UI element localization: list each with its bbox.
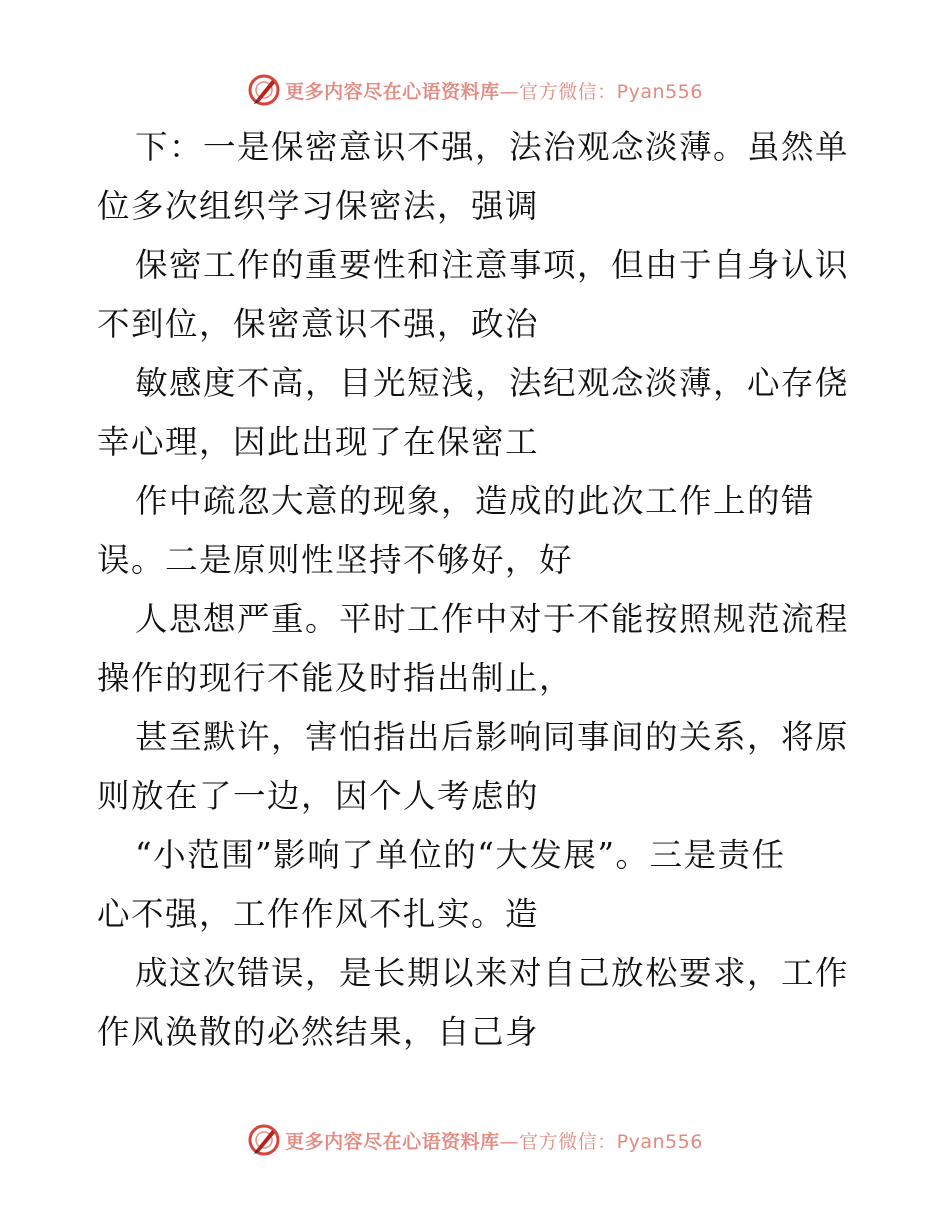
body-line: 操作的现行不能及时指出制止， [97,659,574,697]
banner-site-text: 更多内容尽在心语资料库 [285,1130,500,1153]
body-line: 人思想严重。平时工作中对于不能按照规范流程 [135,600,850,638]
header-watermark-banner [0,70,950,110]
banner-site-text: 更多内容尽在心语资料库 [285,80,500,103]
document-body [97,118,857,1062]
pen-logo-icon [247,73,281,107]
banner-wechat-text: 官方微信：Pyan556 [519,80,703,103]
body-line: 保密工作的重要性和注意事项，但由于自身认识 [135,246,850,284]
body-line: 作风涣散的必然结果，自己身 [97,1013,540,1051]
banner-wechat-text: 官方微信：Pyan556 [519,1130,703,1153]
body-line: 成这次错误，是长期以来对自己放松要求，工作 [135,954,850,992]
footer-watermark-banner [0,1120,950,1160]
body-line: 位多次组织学习保密法，强调 [97,187,540,225]
pen-logo-icon [247,1123,281,1157]
body-line: 下：一是保密意识不强，法治观念淡薄。虽然单 [135,128,850,166]
body-line: 误。二是原则性坚持不够好，好 [97,541,574,579]
body-line: 心不强，工作作风不扎实。造 [97,895,540,933]
body-line: 不到位，保密意识不强，政治 [97,305,540,343]
body-line: “小范围”影响了单位的“大发展”。三是责任 [135,836,786,874]
body-line: 作中疏忽大意的现象，造成的此次工作上的错 [135,482,816,520]
banner-dash: — [499,80,520,103]
body-line: 则放在了一边，因个人考虑的 [97,777,540,815]
body-line: 敏感度不高，目光短浅，法纪观念淡薄，心存侥 [135,364,850,402]
body-line: 甚至默许，害怕指出后影响同事间的关系，将原 [135,718,850,756]
banner-dash: — [499,1130,520,1153]
body-line: 幸心理，因此出现了在保密工 [97,423,540,461]
